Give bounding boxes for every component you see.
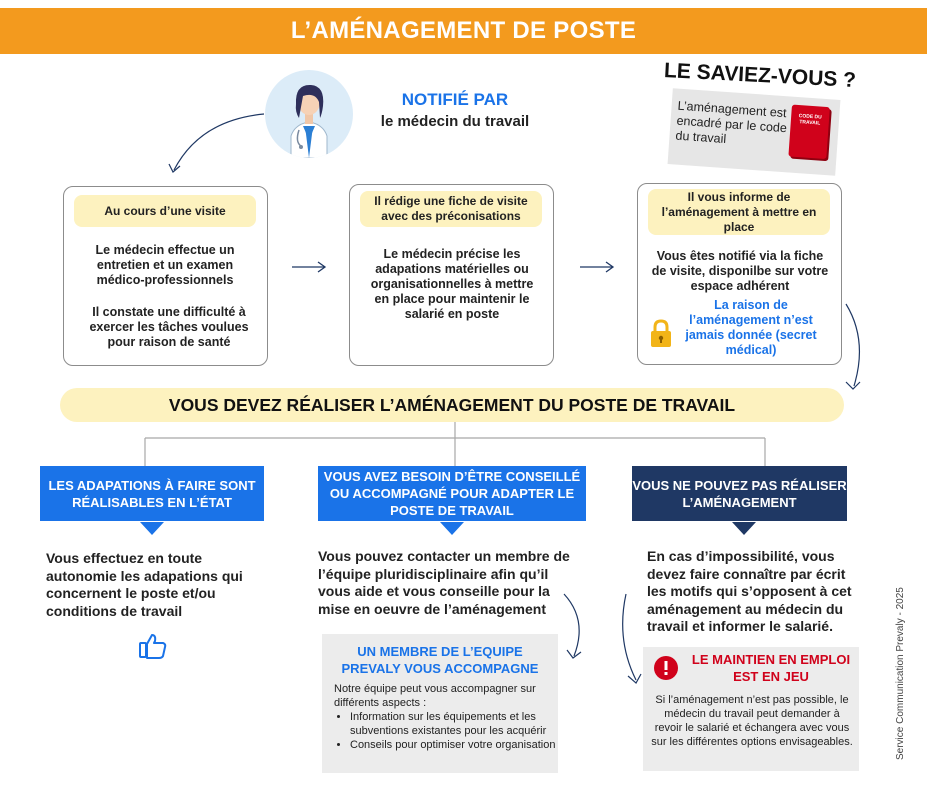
arrow-right-icon (578, 260, 618, 274)
step-text-1a: Le médecin effectue un entretien et un examen médico-professionnels (95, 243, 235, 287)
down-triangle-icon (440, 522, 464, 536)
prevaly-card-intro: Notre équipe peut vous accompagner sur différents aspects : (334, 683, 536, 709)
step-text-3a: Vous êtes notifié via la fiche de visite, disponilbe sur votre espace adhérent (651, 249, 829, 293)
step-text-3b: La raison de l’aménagement n’est jamais donnée (secret médical) (685, 298, 817, 357)
step-box-3 (637, 183, 842, 365)
main-banner-text: VOUS DEVEZ RÉALISER L’AMÉNAGEMENT DU POSTE DE TRAVAIL (168, 395, 736, 415)
column-header-2: VOUS AVEZ BESOIN D’ÊTRE CONSEILLÉ OU ACCOMPAGNÉ POUR ADAPTER LE POSTE DE TRAVAIL (318, 466, 586, 521)
doctor-avatar (265, 70, 353, 158)
side-credit: Service Communication Prevaly - 2025 (895, 587, 906, 760)
did-you-know-card (668, 88, 841, 176)
list-item: • Information sur les équipements et les subventions existantes pour les acquérir (350, 710, 564, 738)
connector-lines (140, 422, 770, 466)
curved-arrow-icon (554, 590, 594, 664)
step-tag-3: Il vous informe de l’aménagement à mettre en place (648, 189, 830, 235)
prevaly-card-list (334, 710, 564, 752)
prevaly-card-title: UN MEMBRE DE L’EQUIPE PREVALY VOUS ACCOMPAGNE (341, 644, 539, 676)
notified-title: NOTIFIÉ PAR (401, 90, 509, 109)
prevaly-card (322, 634, 558, 773)
thumbs-up-icon (138, 632, 168, 660)
step-text-1b: Il constate une difficulté à exercer les tâches voulues pour raison de santé (89, 305, 249, 349)
warning-card-title: LE MAINTIEN EN EMPLOI EST EN JEU (691, 652, 851, 684)
main-banner (60, 388, 844, 422)
arrow-right-icon (290, 260, 330, 274)
book-label: CODE DU TRAVAIL (798, 113, 822, 127)
down-triangle-icon (732, 522, 756, 536)
did-you-know-title: LE SAVIEZ-VOUS ? (663, 58, 857, 93)
column-text-1: Vous effectuez en toute autonomie les adapations qui concernent le poste et/ou conditions de travail (46, 550, 243, 619)
title-banner (0, 8, 927, 54)
column-header-3: VOUS NE POUVEZ PAS RÉALISER L’AMÉNAGEMENT (632, 466, 847, 521)
warning-card-text: Si l’aménagement n’est pas possible, le médecin du travail peut demander à revoir le salarié et échangera avec vous sur les différentes options envisageables. (651, 694, 853, 748)
column-header-1: LES ADAPATIONS À FAIRE SONT RÉALISABLES EN L’ÉTAT (40, 466, 264, 521)
list-item: • Conseils pour optimiser votre organisation (350, 738, 564, 752)
lock-icon (648, 318, 674, 350)
down-triangle-icon (140, 522, 164, 536)
doctor-icon (265, 70, 353, 158)
column-text-2: Vous pouvez contacter un membre de l’équipe pluridisciplinaire afin qu’il vous aide et vous conseille pour la mise en oeuvre de l’aménagement (318, 548, 570, 617)
law-book-icon (788, 105, 830, 160)
step-tag-2: Il rédige une fiche de visite avec des préconisations (360, 191, 542, 227)
column-text-3: En cas d’impossibilité, vous devez faire connaître par écrit les motifs qui s’opposent à cet aménagement au médecin du travail et informer le salarié. (647, 548, 852, 634)
did-you-know-text: L’aménagement est encadré par le code du travail (675, 98, 788, 147)
warning-card (643, 647, 859, 771)
step-tag-1: Au cours d’une visite (74, 195, 256, 227)
step-box-2 (349, 184, 554, 366)
curved-arrow-icon (832, 300, 872, 400)
page-title: L’AMÉNAGEMENT DE POSTE (290, 17, 637, 44)
step-box-1 (63, 186, 268, 366)
alert-icon (653, 655, 679, 681)
curved-arrow-icon (160, 108, 270, 180)
notified-subtitle: le médecin du travail (380, 113, 530, 130)
step-text-2: Le médecin précise les adapations matérielles ou organisationnelles à mettre en place pour maintenir le salarié en poste (370, 247, 534, 321)
